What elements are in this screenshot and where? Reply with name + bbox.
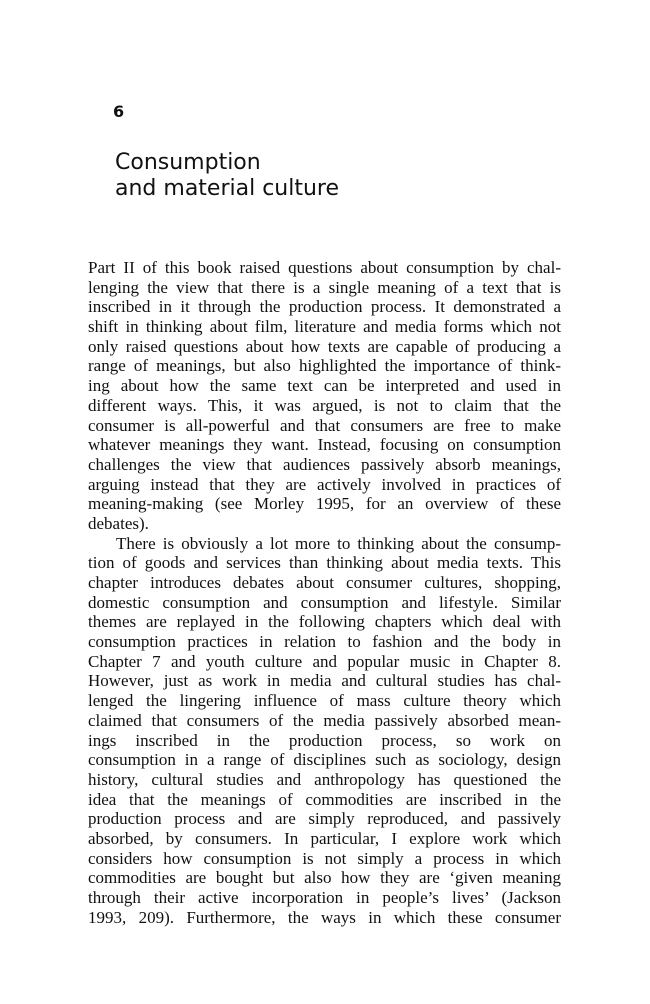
paragraph-line: inscribed in it through the production process. It demonstrated a	[88, 297, 561, 317]
chapter-title-line: and material culture	[115, 176, 340, 201]
paragraph-line: considers how consumption is not simply a process in which	[88, 848, 561, 868]
paragraph-line: whatever meanings they want. Instead, focusing on consumption	[88, 435, 561, 455]
paragraph-line: arguing instead that they are actively involved in practices of	[88, 474, 561, 494]
paragraph-line: ings inscribed in the production process, so work on	[88, 730, 561, 750]
paragraph-line: shift in thinking about film, literature and media forms which not	[88, 317, 561, 337]
paragraph-line: challenges the view that audiences passively absorb meanings,	[88, 454, 561, 474]
paragraph-line: lenged the lingering influence of mass culture theory which	[88, 691, 561, 711]
paragraph-line: history, cultural studies and anthropology has questioned the	[88, 769, 561, 789]
paragraph-line: production process and are simply reproduced, and passively	[88, 809, 561, 829]
paragraph-line: There is obviously a lot more to thinking about the consump-	[116, 533, 561, 553]
body-text	[88, 258, 561, 927]
paragraph-line: commodities are bought but also how they are ‘given meaning	[88, 868, 561, 888]
chapter-title	[115, 150, 339, 202]
paragraph-line: ing about how the same text can be interpreted and used in	[88, 376, 561, 396]
paragraph-line: range of meanings, but also highlighted the importance of think-	[88, 356, 561, 376]
paragraph-line: However, just as work in media and cultural studies has chal-	[88, 671, 561, 691]
paragraph-line: meaning-making (see Morley 1995, for an overview of these	[88, 494, 561, 514]
paragraph-line: consumption practices in relation to fashion and the body in	[88, 632, 561, 652]
paragraph-line: themes are replayed in the following chapters which deal with	[88, 612, 561, 632]
paragraph-line: only raised questions about how texts are capable of producing a	[88, 336, 561, 356]
paragraph-line: through their active incorporation in people’s lives’ (Jackson	[88, 888, 561, 907]
paragraph-line: idea that the meanings of commodities are inscribed in the	[88, 789, 561, 809]
chapter-number: 6	[113, 102, 125, 121]
paragraph	[88, 258, 561, 534]
paragraph-line: consumption in a range of disciplines such as sociology, design	[88, 750, 561, 770]
chapter-title-line: Consumption	[115, 150, 261, 175]
paragraph-line: absorbed, by consumers. In particular, I explore work which	[88, 828, 561, 848]
paragraph-line: 1993, 209). Furthermore, the ways in which these consumer	[88, 907, 561, 927]
paragraph-line: Part II of this book raised questions about consumption by chal-	[88, 258, 561, 277]
paragraph-line: domestic consumption and consumption and lifestyle. Similar	[88, 592, 561, 612]
paragraph-line: tion of goods and services than thinking about media texts. This	[88, 553, 561, 573]
paragraph	[88, 534, 561, 928]
paragraph-line: different ways. This, it was argued, is not to claim that the	[88, 395, 561, 415]
paragraph-line: claimed that consumers of the media passively absorbed mean-	[88, 710, 561, 730]
paragraph-line: lenging the view that there is a single meaning of a text that is	[88, 277, 561, 297]
paragraph-line: chapter introduces debates about consumer cultures, shopping,	[88, 573, 561, 592]
paragraph-line: debates).	[88, 513, 149, 533]
paragraph-line: consumer is all-powerful and that consumers are free to make	[88, 415, 561, 435]
paragraph-line: Chapter 7 and youth culture and popular music in Chapter 8.	[88, 651, 561, 671]
